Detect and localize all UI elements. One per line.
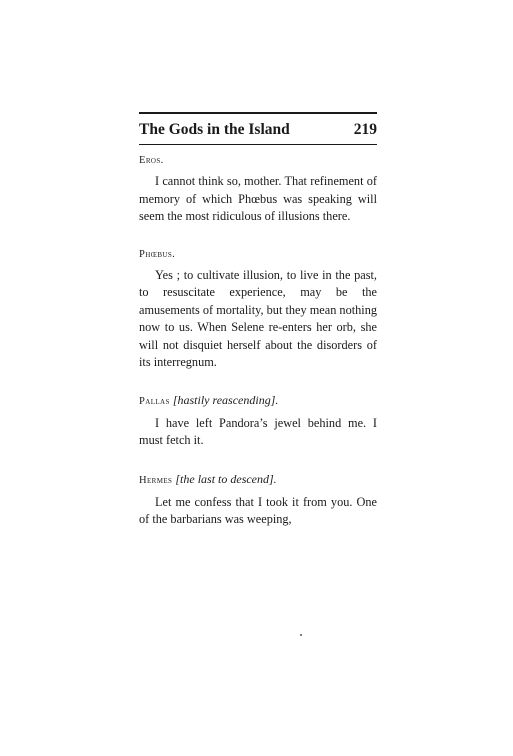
- speech-block-eros: [139, 153, 377, 226]
- speech-text: Yes ; to cultivate illusion, to live in the past, to resuscitate experience, may be the amusements of mortality, but they mean nothing now to us. When Selene re-enters her orb, she will not disquiet herself about the disorders of its interregnum.: [139, 267, 377, 369]
- running-header: [139, 120, 377, 140]
- speech-text: Let me confess that I took it from you. One of the barbarians was weeping,: [139, 494, 377, 526]
- speaker-label: Phœbus.: [139, 248, 176, 260]
- speaker-label: Eros.: [139, 155, 164, 166]
- book-page: [139, 112, 377, 529]
- speaker-name: [139, 153, 377, 169]
- speaker-name: [139, 247, 377, 263]
- header-rule: [139, 144, 377, 145]
- page-speck: [300, 634, 302, 636]
- speech-text: I have left Pandora’s jewel behind me. I must fetch it.: [139, 415, 377, 447]
- stage-direction: [the last to descend].: [175, 471, 277, 486]
- page-number: 219: [353, 121, 377, 138]
- speech-block-hermes: [139, 471, 377, 529]
- speaker-label: Hermes: [139, 474, 173, 486]
- top-rule: [139, 112, 377, 114]
- speaker-name: [139, 471, 377, 489]
- running-title: The Gods in the Island: [139, 121, 290, 138]
- speech-block-pallas: [139, 392, 377, 450]
- stage-direction: [hastily reascending].: [172, 392, 279, 407]
- speech-block-phoebus: [139, 247, 377, 372]
- speaker-label: Pallas: [139, 395, 170, 407]
- speaker-name: [139, 392, 377, 410]
- speech-text: I cannot think so, mother. That refinement of memory of which Phœbus was speaking will seem the most ridiculous of illusions there.: [139, 174, 377, 223]
